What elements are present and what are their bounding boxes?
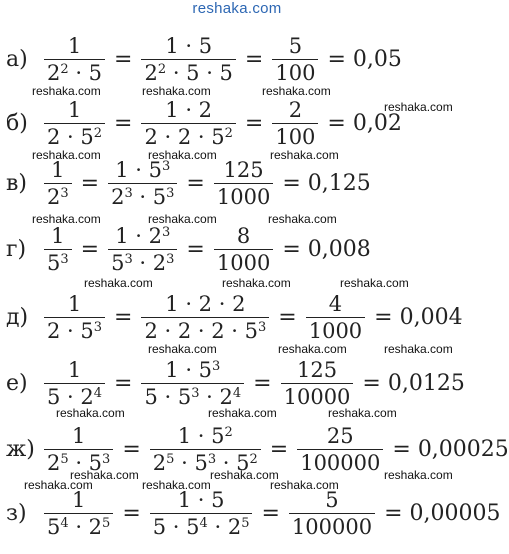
fraction xyxy=(150,487,253,540)
numerator: 1 xyxy=(67,357,82,382)
numerator: $1 \cdot 2^3$ xyxy=(115,223,171,248)
result-value: 0,125 xyxy=(307,170,371,196)
watermark: reshaka.com xyxy=(210,468,279,482)
equals-sign: = xyxy=(392,436,411,462)
watermark: reshaka.com xyxy=(142,84,211,98)
watermark: reshaka.com xyxy=(148,148,217,162)
result-value: 0,05 xyxy=(352,46,402,72)
watermark: reshaka.com xyxy=(148,212,217,226)
watermark: reshaka.com xyxy=(278,342,347,356)
watermark: reshaka.com xyxy=(208,406,277,420)
solution-row xyxy=(6,218,371,280)
numerator: 125 xyxy=(223,157,264,182)
equals-sign: = xyxy=(327,46,346,72)
numerator: 8 xyxy=(236,223,251,248)
equals-sign: = xyxy=(114,304,133,330)
denominator: $5 \cdot 5^4 \cdot 2^5$ xyxy=(152,514,250,539)
numerator: 1 xyxy=(51,223,65,248)
denominator: $5^4 \cdot 2^5$ xyxy=(47,514,111,539)
numerator: $1 \cdot 5^3$ xyxy=(115,157,171,182)
watermark: reshaka.com xyxy=(32,212,101,226)
denominator: 100 xyxy=(275,124,316,149)
watermark: reshaka.com xyxy=(56,406,125,420)
numerator: 5 xyxy=(288,33,303,58)
solution-row xyxy=(6,28,402,90)
watermark: reshaka.com xyxy=(32,84,101,98)
fraction xyxy=(297,423,383,476)
fraction xyxy=(108,223,177,276)
result-value: 0,00025 xyxy=(417,436,509,462)
numerator: 2 xyxy=(288,97,303,122)
denominator: $2 \cdot 2 \cdot 2 \cdot 5^3$ xyxy=(144,318,267,343)
denominator: 100 xyxy=(275,60,316,85)
fraction xyxy=(44,357,105,410)
result-value: 0,0125 xyxy=(387,370,465,396)
watermark: reshaka.com xyxy=(384,342,453,356)
denominator: 1000 xyxy=(216,250,271,275)
numerator: 1 · 5 xyxy=(165,33,213,58)
row-label: е) xyxy=(6,370,28,396)
denominator: $2 \cdot 5^2$ xyxy=(47,124,103,149)
fraction xyxy=(44,97,105,150)
numerator: 1 · 5 xyxy=(177,487,225,512)
equals-sign: = xyxy=(282,236,301,262)
denominator: $2 \cdot 2 \cdot 5^2$ xyxy=(144,124,233,149)
denominator: 10000 xyxy=(283,384,351,409)
watermark: reshaka.com xyxy=(268,212,337,226)
denominator: 1000 xyxy=(216,184,271,209)
denominator: $2^2 \cdot 5 \cdot 5$ xyxy=(144,60,233,85)
numerator: 1 · 2 · 2 xyxy=(165,291,246,316)
fraction xyxy=(214,223,273,276)
equals-sign: = xyxy=(374,304,393,330)
watermark: reshaka.com xyxy=(384,468,453,482)
numerator: 5 xyxy=(325,487,339,512)
denominator: $5 \cdot 2^4$ xyxy=(47,384,103,409)
site-title: reshaka.com xyxy=(192,0,282,17)
row-label: а) xyxy=(6,46,28,72)
solution-row xyxy=(6,92,402,154)
row-label: з) xyxy=(6,500,27,526)
numerator: 1 · 2 xyxy=(165,97,213,122)
watermark: reshaka.com xyxy=(340,276,409,290)
equals-sign: = xyxy=(253,370,272,396)
fraction xyxy=(108,157,177,210)
equals-sign: = xyxy=(269,436,289,462)
fraction xyxy=(44,223,72,276)
fraction xyxy=(141,97,235,150)
watermark: reshaka.com xyxy=(222,276,291,290)
equals-sign: = xyxy=(244,46,264,72)
denominator: $2^3 \cdot 5^3$ xyxy=(111,184,175,209)
fraction xyxy=(214,157,273,210)
row-label: в) xyxy=(6,170,27,196)
numerator: 1 xyxy=(67,33,82,58)
watermark: reshaka.com xyxy=(70,468,139,482)
fraction xyxy=(44,487,113,540)
watermark: reshaka.com xyxy=(148,342,217,356)
equals-sign: = xyxy=(122,436,141,462)
numerator: 4 xyxy=(328,291,343,316)
watermark: reshaka.com xyxy=(384,100,453,114)
denominator: $5^3$ xyxy=(47,250,69,275)
equals-sign: = xyxy=(186,170,205,196)
fraction xyxy=(281,357,354,410)
denominator: $2^5 \cdot 5^3 \cdot 5^2$ xyxy=(152,450,258,475)
solution-row xyxy=(6,286,463,348)
numerator: 1 xyxy=(51,157,65,182)
result-value: 0,004 xyxy=(399,304,463,330)
denominator: $2 \cdot 5^3$ xyxy=(47,318,103,343)
row-label: д) xyxy=(6,304,29,330)
equals-sign: = xyxy=(80,236,100,262)
equals-sign: = xyxy=(186,236,205,262)
equals-sign: = xyxy=(114,110,133,136)
equals-sign: = xyxy=(261,500,280,526)
row-label: б) xyxy=(6,110,28,136)
denominator: $5^3 \cdot 2^3$ xyxy=(111,250,175,275)
numerator: 1 xyxy=(71,487,86,512)
denominator: $2^2 \cdot 5$ xyxy=(47,60,103,85)
numerator: 1 xyxy=(67,291,82,316)
result-value: 0,02 xyxy=(352,110,402,136)
watermark: reshaka.com xyxy=(328,406,397,420)
watermark: reshaka.com xyxy=(32,148,101,162)
equals-sign: = xyxy=(80,170,100,196)
fraction xyxy=(44,157,72,210)
watermark: reshaka.com xyxy=(24,478,93,492)
numerator: 1 xyxy=(67,97,82,122)
equals-sign: = xyxy=(282,170,301,196)
watermark: reshaka.com xyxy=(262,84,331,98)
numerator: 125 xyxy=(296,357,338,382)
denominator: $2^3$ xyxy=(47,184,69,209)
equals-sign: = xyxy=(384,500,403,526)
denominator: 100000 xyxy=(300,450,381,475)
fraction xyxy=(44,33,105,86)
equals-sign: = xyxy=(122,500,141,526)
watermark: reshaka.com xyxy=(142,478,211,492)
fraction xyxy=(272,33,318,86)
equals-sign: = xyxy=(244,110,264,136)
numerator: 25 xyxy=(326,423,354,448)
denominator: $5 \cdot 5^3 \cdot 2^4$ xyxy=(144,384,242,409)
equals-sign: = xyxy=(114,46,133,72)
denominator: 1000 xyxy=(308,318,363,343)
result-value: 0,008 xyxy=(307,236,371,262)
fraction xyxy=(289,487,375,540)
fraction xyxy=(306,291,365,344)
watermark: reshaka.com xyxy=(270,148,339,162)
denominator: 100000 xyxy=(291,514,373,539)
watermark: reshaka.com xyxy=(84,276,153,290)
fraction xyxy=(141,33,235,86)
fraction xyxy=(272,97,318,150)
numerator: $1 \cdot 5^3$ xyxy=(165,357,221,382)
fraction xyxy=(141,357,244,410)
row-label: г) xyxy=(6,236,27,262)
equals-sign: = xyxy=(114,370,133,396)
equals-sign: = xyxy=(327,110,346,136)
result-value: 0,00005 xyxy=(409,500,501,526)
equals-sign: = xyxy=(362,370,381,396)
numerator: $1 \cdot 5^2$ xyxy=(177,423,233,448)
fraction xyxy=(44,291,105,344)
watermark: reshaka.com xyxy=(270,478,339,492)
denominator: $2^5 \cdot 5^3$ xyxy=(47,450,111,475)
row-label: ж) xyxy=(6,436,35,462)
equals-sign: = xyxy=(278,304,297,330)
solution-row xyxy=(6,352,465,414)
fraction xyxy=(141,291,269,344)
numerator: 1 xyxy=(71,423,86,448)
